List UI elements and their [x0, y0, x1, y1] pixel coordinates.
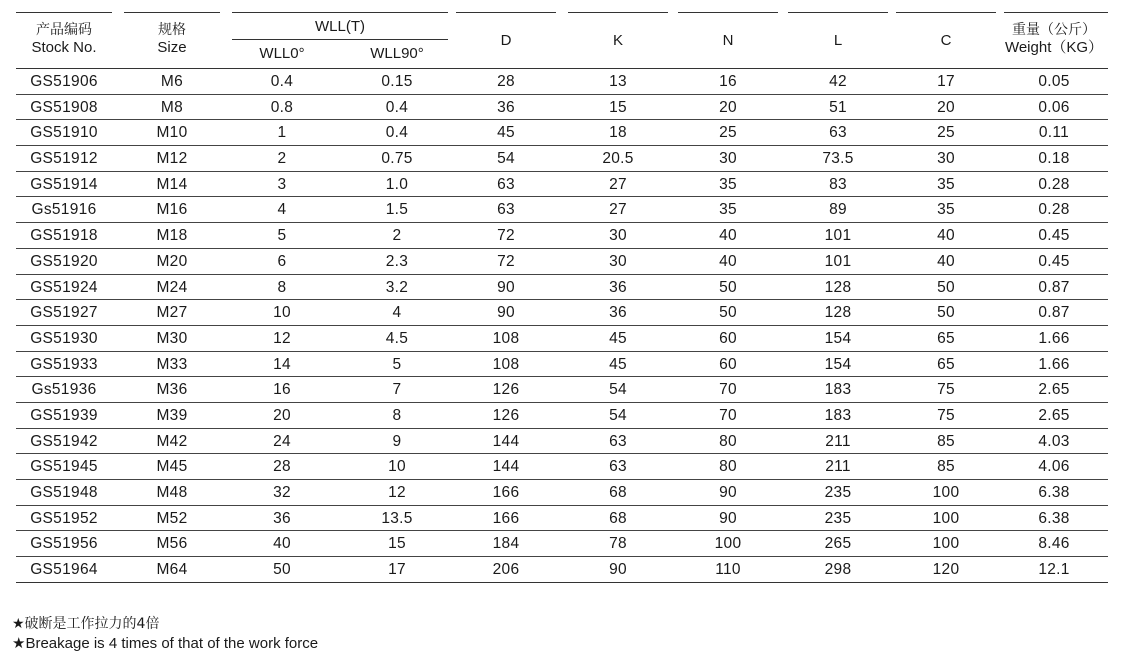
cell-weight: 0.18	[1038, 150, 1070, 168]
cell-c: 100	[932, 509, 960, 527]
cell-d: 184	[492, 535, 520, 553]
cell-wll90: 4.5	[385, 329, 409, 347]
header-weight	[1000, 21, 1108, 57]
cell-wll0: 20	[273, 406, 291, 424]
table-row	[16, 275, 1108, 301]
cell-k: 63	[609, 432, 627, 450]
header-wll0: WLL0°	[259, 45, 305, 62]
cell-c: 30	[937, 150, 955, 168]
cell-stock-no: GS51914	[30, 175, 98, 193]
cell-d: 72	[497, 227, 515, 245]
cell-k: 20.5	[602, 150, 634, 168]
cell-weight: 6.38	[1038, 484, 1070, 501]
cell-wll0: 0.8	[270, 98, 294, 116]
table-row	[16, 197, 1108, 223]
table-row	[16, 352, 1108, 378]
cell-d: 126	[492, 381, 520, 399]
cell-k: 15	[609, 98, 627, 116]
header-l: L	[833, 32, 843, 49]
cell-c: 75	[937, 406, 955, 424]
table-row	[16, 429, 1108, 455]
cell-stock-no: GS51945	[30, 458, 98, 476]
cell-d: 28	[497, 73, 515, 90]
cell-k: 78	[609, 535, 627, 553]
cell-c: 50	[937, 278, 955, 296]
cell-stock-no: GS51930	[30, 329, 98, 347]
cell-l: 154	[824, 329, 852, 347]
cell-weight: 4.03	[1038, 432, 1070, 450]
footnotes	[12, 615, 318, 653]
cell-stock-no: GS51908	[30, 98, 98, 116]
cell-weight: 1.66	[1038, 329, 1070, 347]
cell-wll0: 16	[273, 381, 291, 399]
cell-wll0: 28	[273, 458, 291, 476]
cell-l: 265	[824, 535, 852, 553]
cell-c: 85	[937, 458, 955, 476]
cell-k: 45	[609, 355, 627, 373]
cell-weight: 1.66	[1038, 355, 1070, 373]
cell-n: 40	[719, 252, 737, 270]
cell-n: 35	[719, 201, 737, 219]
cell-stock-no: GS51906	[30, 73, 98, 90]
cell-stock-no: Gs51936	[31, 381, 97, 399]
cell-c: 85	[937, 432, 955, 450]
cell-d: 144	[492, 458, 520, 476]
cell-k: 54	[609, 381, 627, 399]
cell-wll90: 0.15	[381, 73, 413, 90]
cell-c: 100	[932, 535, 960, 553]
cell-l: 235	[824, 509, 852, 527]
cell-size: M30	[156, 329, 188, 347]
cell-size: M33	[156, 355, 188, 373]
cell-l: 235	[824, 484, 852, 501]
table-row	[16, 223, 1108, 249]
cell-k: 68	[609, 509, 627, 527]
cell-stock-no: GS51918	[30, 227, 98, 245]
cell-l: 42	[829, 73, 847, 90]
header-stock-zh: 产品编码	[36, 22, 92, 38]
table-row	[16, 249, 1108, 275]
cell-n: 20	[719, 98, 737, 116]
cell-d: 54	[497, 150, 515, 168]
cell-c: 65	[937, 355, 955, 373]
cell-weight: 0.11	[1038, 124, 1070, 142]
cell-size: M16	[156, 201, 188, 219]
cell-c: 75	[937, 381, 955, 399]
table-row	[16, 506, 1108, 532]
header-k: K	[612, 32, 623, 49]
cell-d: 72	[497, 252, 515, 270]
cell-wll0: 8	[277, 278, 287, 296]
table-row	[16, 480, 1108, 506]
cell-stock-no: GS51952	[30, 509, 98, 527]
cell-c: 40	[937, 227, 955, 245]
cell-stock-no: GS51912	[30, 150, 98, 168]
cell-k: 27	[609, 201, 627, 219]
cell-weight: 0.87	[1038, 278, 1070, 296]
cell-k: 27	[609, 175, 627, 193]
cell-size: M64	[156, 561, 188, 579]
cell-l: 89	[829, 201, 847, 219]
table-row	[16, 531, 1108, 557]
table-header	[16, 12, 1108, 69]
cell-size: M36	[156, 381, 188, 399]
cell-d: 90	[497, 278, 515, 296]
cell-n: 100	[714, 535, 742, 553]
cell-d: 45	[497, 124, 515, 142]
header-wll-subrule	[232, 39, 448, 40]
cell-stock-no: GS51927	[30, 304, 98, 322]
cell-n: 70	[719, 406, 737, 424]
cell-l: 101	[824, 252, 852, 270]
cell-k: 63	[609, 458, 627, 476]
cell-d: 144	[492, 432, 520, 450]
cell-size: M18	[156, 227, 188, 245]
cell-c: 25	[937, 124, 955, 142]
header-stock-no	[16, 21, 112, 57]
cell-wll0: 40	[273, 535, 291, 553]
cell-size: M12	[156, 150, 188, 168]
cell-weight: 2.65	[1038, 406, 1070, 424]
cell-d: 166	[492, 509, 520, 527]
cell-d: 108	[492, 355, 520, 373]
table-row	[16, 300, 1108, 326]
cell-d: 108	[492, 329, 520, 347]
cell-n: 110	[715, 561, 741, 579]
cell-wll90: 0.75	[381, 150, 413, 168]
cell-wll0: 2	[277, 150, 287, 168]
cell-c: 100	[932, 484, 960, 501]
cell-k: 90	[609, 561, 627, 579]
cell-n: 50	[719, 278, 737, 296]
cell-wll0: 6	[277, 252, 287, 270]
cell-wll90: 1.5	[385, 201, 409, 219]
cell-k: 68	[609, 484, 627, 501]
cell-weight: 4.06	[1038, 458, 1070, 476]
header-d: D	[500, 32, 512, 49]
cell-l: 63	[829, 124, 847, 142]
cell-size: M27	[156, 304, 188, 322]
cell-size: M52	[156, 509, 188, 527]
cell-wll90: 2.3	[385, 252, 409, 270]
cell-l: 183	[824, 406, 852, 424]
cell-wll90: 7	[392, 381, 402, 399]
cell-wll90: 12	[388, 484, 406, 501]
cell-k: 18	[609, 124, 627, 142]
cell-weight: 6.38	[1038, 509, 1070, 527]
cell-n: 35	[719, 175, 737, 193]
cell-c: 35	[937, 201, 955, 219]
cell-wll90: 10	[388, 458, 406, 476]
cell-wll0: 24	[273, 432, 291, 450]
cell-wll90: 0.4	[385, 98, 409, 116]
table-row	[16, 120, 1108, 146]
cell-d: 36	[497, 98, 515, 116]
footnote-en: ★Breakage is 4 times of that of the work force	[12, 635, 319, 652]
header-c: C	[940, 32, 952, 49]
cell-weight: 12.1	[1038, 561, 1070, 579]
cell-n: 40	[719, 227, 737, 245]
cell-d: 206	[492, 561, 520, 579]
cell-n: 90	[719, 509, 737, 527]
cell-size: M24	[156, 278, 188, 296]
table-body	[16, 69, 1108, 583]
cell-c: 20	[937, 98, 955, 116]
cell-wll0: 50	[273, 561, 291, 579]
cell-l: 183	[824, 381, 852, 399]
cell-stock-no: GS51920	[30, 252, 98, 270]
cell-d: 63	[497, 201, 515, 219]
cell-weight: 0.87	[1038, 304, 1070, 322]
cell-c: 50	[937, 304, 955, 322]
cell-stock-no: GS51910	[30, 124, 98, 142]
header-n: N	[722, 32, 734, 49]
cell-l: 211	[825, 432, 851, 450]
table-row	[16, 172, 1108, 198]
cell-weight: 8.46	[1038, 535, 1070, 553]
cell-n: 50	[719, 304, 737, 322]
cell-wll0: 1	[277, 124, 287, 142]
cell-stock-no: GS51942	[30, 432, 98, 450]
cell-k: 30	[609, 252, 627, 270]
cell-d: 63	[497, 175, 515, 193]
cell-size: M42	[156, 432, 188, 450]
header-size	[124, 21, 220, 57]
cell-k: 45	[609, 329, 627, 347]
cell-wll0: 32	[273, 484, 291, 501]
cell-wll90: 13.5	[381, 509, 413, 527]
cell-wll0: 0.4	[270, 73, 294, 90]
cell-d: 90	[497, 304, 515, 322]
table-row	[16, 557, 1108, 583]
cell-c: 40	[937, 252, 955, 270]
cell-l: 83	[829, 175, 847, 193]
cell-size: M56	[156, 535, 188, 553]
cell-stock-no: GS51924	[30, 278, 98, 296]
header-weight-en: Weight（KG）	[1004, 39, 1104, 56]
cell-size: M20	[156, 252, 188, 270]
header-size-zh: 规格	[158, 22, 186, 38]
cell-wll90: 8	[392, 406, 402, 424]
cell-wll90: 15	[388, 535, 406, 553]
cell-l: 211	[825, 458, 851, 476]
cell-wll90: 1.0	[385, 175, 409, 193]
cell-wll0: 36	[273, 509, 291, 527]
table-row	[16, 403, 1108, 429]
cell-l: 128	[824, 278, 852, 296]
cell-size: M10	[156, 124, 188, 142]
cell-weight: 0.28	[1038, 175, 1070, 193]
cell-stock-no: GS51964	[30, 561, 98, 579]
cell-k: 54	[609, 406, 627, 424]
cell-wll0: 3	[277, 175, 287, 193]
cell-wll0: 5	[277, 227, 287, 245]
header-wll90: WLL90°	[370, 45, 424, 62]
cell-n: 60	[719, 329, 737, 347]
table-row	[16, 377, 1108, 403]
cell-n: 80	[719, 458, 737, 476]
cell-c: 17	[937, 73, 955, 90]
table-row	[16, 146, 1108, 172]
cell-stock-no: Gs51916	[31, 201, 97, 219]
cell-stock-no: GS51956	[30, 535, 98, 553]
cell-l: 73.5	[822, 150, 854, 168]
header-wll-group: WLL(T)	[315, 18, 365, 35]
cell-n: 16	[719, 73, 737, 90]
cell-c: 120	[932, 561, 960, 579]
cell-wll90: 9	[392, 432, 402, 450]
cell-size: M45	[156, 458, 188, 476]
cell-stock-no: GS51948	[30, 484, 98, 501]
cell-wll0: 10	[273, 304, 291, 322]
cell-d: 166	[492, 484, 520, 501]
cell-weight: 0.45	[1038, 227, 1070, 245]
cell-wll0: 14	[273, 355, 291, 373]
cell-d: 126	[492, 406, 520, 424]
cell-wll90: 2	[392, 227, 402, 245]
cell-wll0: 4	[277, 201, 287, 219]
cell-l: 128	[824, 304, 852, 322]
cell-n: 25	[719, 124, 737, 142]
cell-weight: 0.28	[1038, 201, 1070, 219]
cell-wll90: 4	[392, 304, 402, 322]
cell-k: 13	[609, 73, 627, 90]
cell-stock-no: GS51939	[30, 406, 98, 424]
cell-size: M14	[156, 175, 188, 193]
cell-wll90: 17	[388, 561, 406, 579]
cell-wll90: 5	[392, 355, 402, 373]
cell-wll0: 12	[273, 329, 291, 347]
header-size-en: Size	[157, 39, 187, 56]
cell-wll90: 3.2	[385, 278, 409, 296]
cell-l: 101	[824, 227, 852, 245]
cell-k: 36	[609, 278, 627, 296]
header-weight-zh: 重量（公斤）	[1012, 22, 1096, 38]
cell-n: 90	[719, 484, 737, 501]
cell-k: 36	[609, 304, 627, 322]
cell-weight: 0.05	[1038, 73, 1070, 90]
table-row	[16, 454, 1108, 480]
cell-k: 30	[609, 227, 627, 245]
header-stock-en: Stock No.	[31, 39, 97, 56]
cell-n: 30	[719, 150, 737, 168]
cell-l: 298	[824, 561, 852, 579]
cell-c: 35	[937, 175, 955, 193]
cell-n: 70	[719, 381, 737, 399]
cell-n: 60	[719, 355, 737, 373]
cell-c: 65	[937, 329, 955, 347]
cell-size: M48	[156, 484, 188, 501]
cell-weight: 0.06	[1038, 98, 1070, 116]
cell-size: M8	[160, 98, 184, 116]
cell-l: 51	[829, 98, 847, 116]
cell-weight: 0.45	[1038, 252, 1070, 270]
cell-l: 154	[824, 355, 852, 373]
cell-size: M6	[160, 73, 184, 90]
cell-weight: 2.65	[1038, 381, 1070, 399]
footnote-zh: ★破断是工作拉力的4倍	[12, 616, 160, 632]
table-row	[16, 69, 1108, 95]
cell-wll90: 0.4	[385, 124, 409, 142]
cell-stock-no: GS51933	[30, 355, 98, 373]
cell-n: 80	[719, 432, 737, 450]
table-row	[16, 326, 1108, 352]
cell-size: M39	[156, 406, 188, 424]
table-row	[16, 95, 1108, 121]
